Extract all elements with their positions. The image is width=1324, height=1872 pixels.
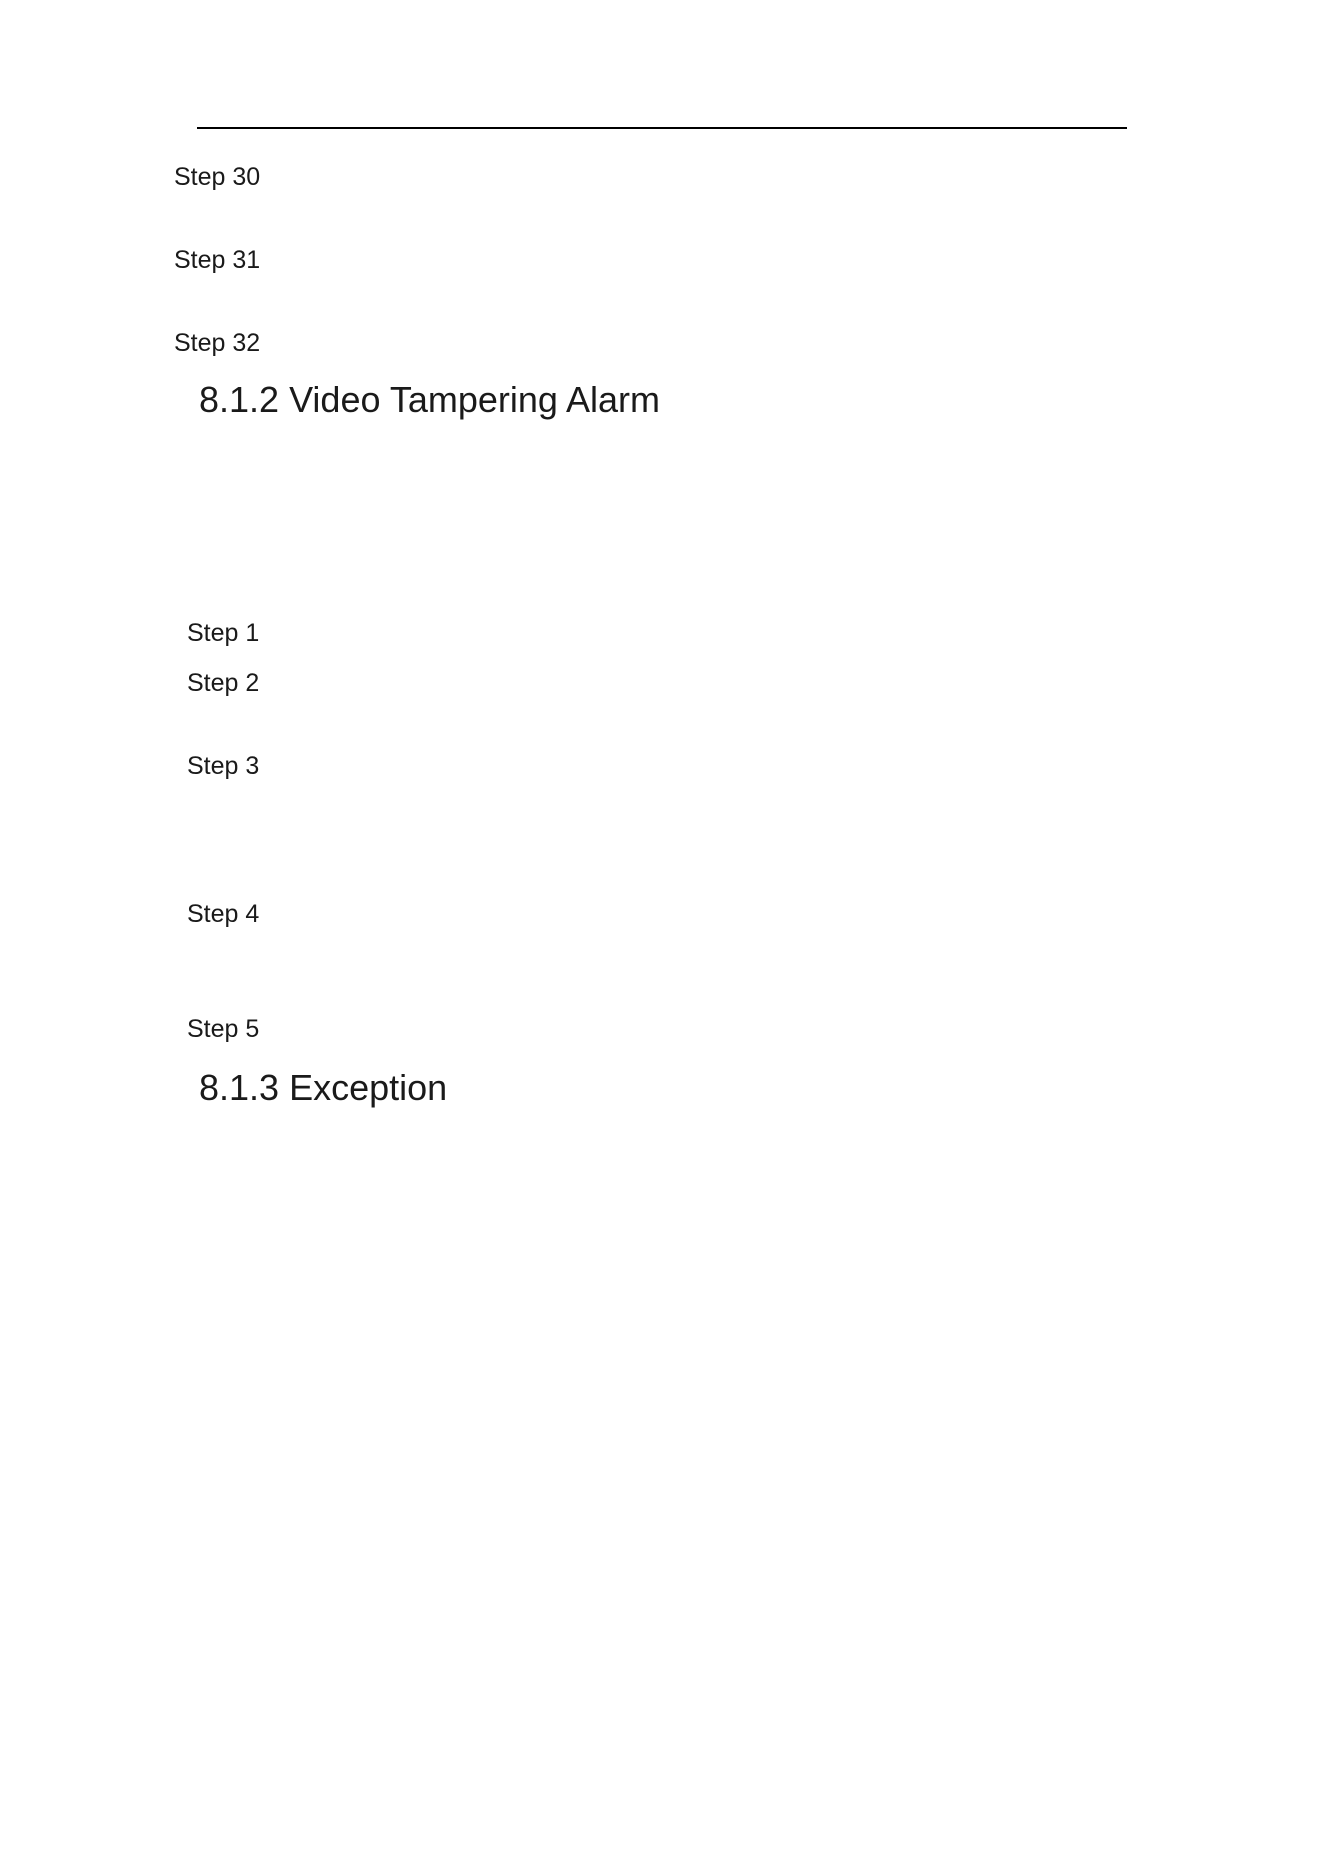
- step-label: Step 32: [174, 329, 261, 357]
- section-heading-8-1-3: 8.1.3 Exception: [199, 1067, 448, 1108]
- step-label: Step 30: [174, 163, 261, 191]
- step-label: Step 4: [187, 900, 260, 928]
- step-label: Step 5: [187, 1015, 260, 1043]
- step-label: Step 1: [187, 619, 260, 647]
- section-heading-8-1-2: 8.1.2 Video Tampering Alarm: [199, 379, 660, 420]
- header-rule: [197, 127, 1127, 129]
- step-label: Step 31: [174, 246, 261, 274]
- step-label: Step 3: [187, 752, 260, 780]
- step-label: Step 2: [187, 669, 260, 697]
